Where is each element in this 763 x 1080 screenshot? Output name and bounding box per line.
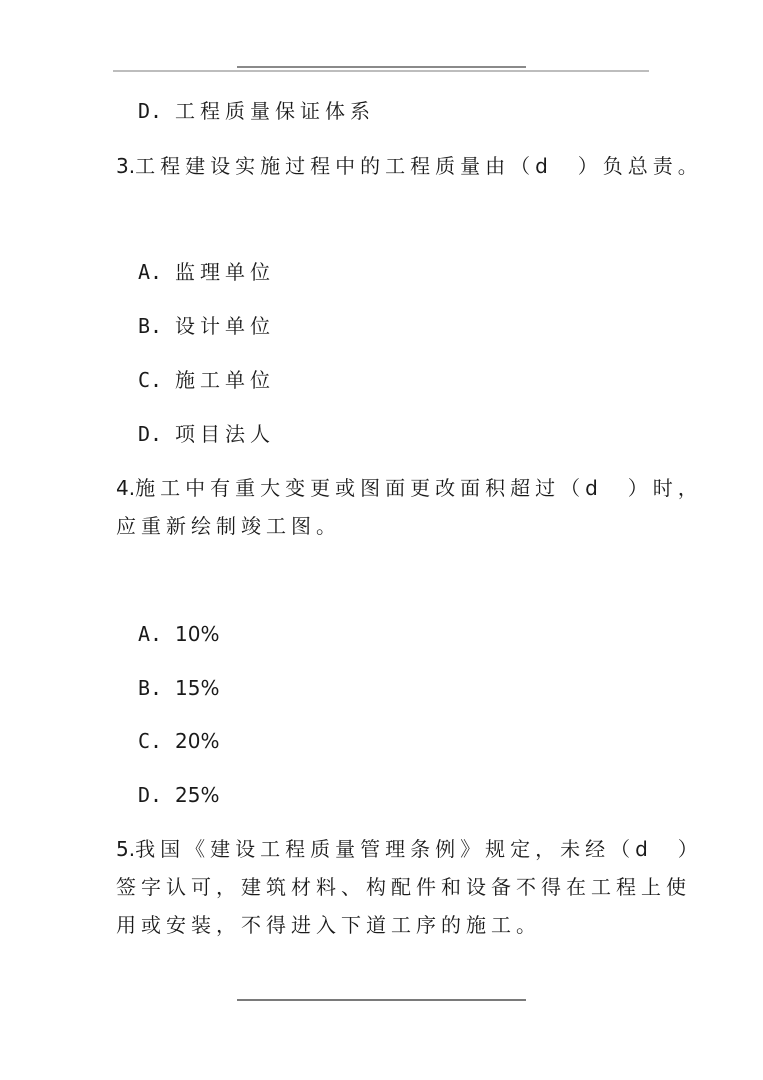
question-text: 应重新绘制竣工图。	[116, 514, 341, 538]
option-label: B.	[138, 314, 163, 338]
option-text: 10%	[175, 622, 220, 646]
question-number: 3.	[116, 154, 136, 178]
option-label: C.	[138, 368, 163, 392]
option-text: 设计单位	[175, 314, 275, 338]
option-label: A.	[138, 260, 163, 284]
footer-rule	[237, 999, 526, 1001]
option-text: 15%	[175, 676, 220, 700]
option-text: 施工单位	[175, 368, 275, 392]
question-5-line-3	[116, 911, 541, 939]
option-text: 20%	[175, 729, 220, 753]
q3-option-b	[138, 312, 275, 340]
question-5-line-2	[116, 873, 691, 901]
option-text: 25%	[175, 783, 220, 807]
option-label: D.	[138, 422, 163, 446]
option-text: 监理单位	[175, 260, 275, 284]
question-text: 工程建设实施过程中的工程质量由（d ）负总责。	[135, 154, 703, 178]
option-label: A.	[138, 622, 163, 646]
question-text: 签字认可，建筑材料、构配件和设备不得在工程上使	[116, 875, 691, 899]
question-5	[116, 835, 703, 863]
option-text: 项目法人	[175, 422, 275, 446]
q3-option-a	[138, 258, 275, 286]
header-rule-short	[237, 66, 526, 68]
option-prev-d	[138, 97, 375, 125]
option-label: B.	[138, 676, 163, 700]
q4-option-a	[138, 620, 219, 648]
q4-option-b	[138, 674, 219, 702]
q4-option-c	[138, 727, 219, 755]
question-3	[116, 152, 703, 180]
option-text: 工程质量保证体系	[175, 99, 375, 123]
question-number: 5.	[116, 837, 136, 861]
option-label: C.	[138, 729, 163, 753]
question-text: 用或安装，不得进入下道工序的施工。	[116, 913, 541, 937]
q3-option-d	[138, 420, 275, 448]
question-text: 施工中有重大变更或图面更改面积超过（d ）时，	[135, 476, 703, 500]
header-rule-long	[113, 70, 649, 72]
question-number: 4.	[116, 476, 136, 500]
q3-option-c	[138, 366, 275, 394]
question-4-line-2	[116, 512, 341, 540]
option-label: D.	[138, 99, 163, 123]
question-text: 我国《建设工程质量管理条例》规定，未经（d ）	[135, 837, 703, 861]
q4-option-d	[138, 781, 219, 809]
question-4	[116, 474, 703, 502]
option-label: D.	[138, 783, 163, 807]
